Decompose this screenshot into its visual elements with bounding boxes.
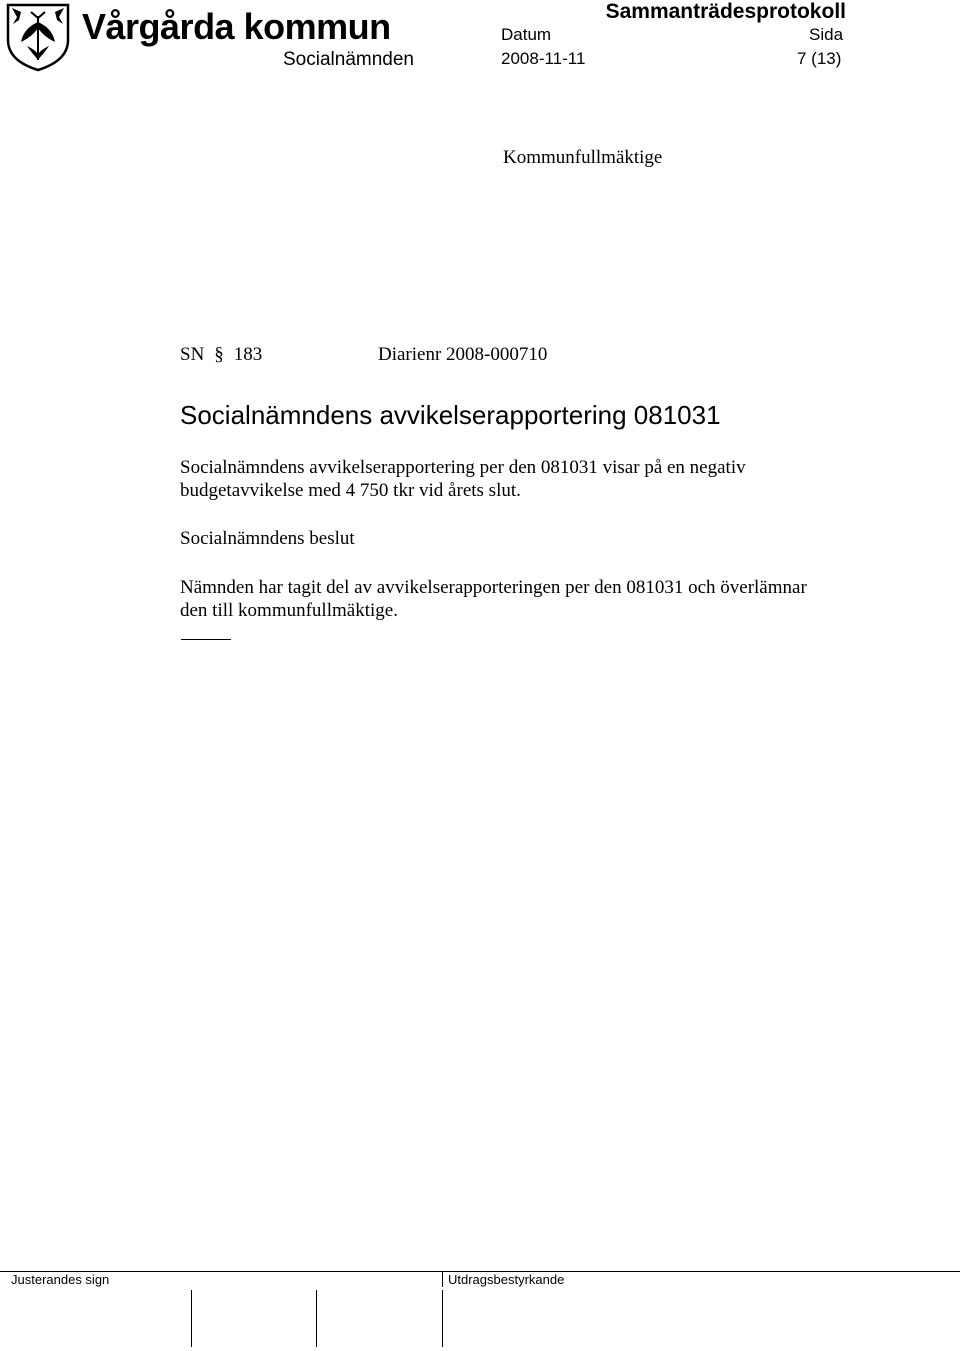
page-label: Sida [809, 25, 844, 44]
footer-separator [442, 1271, 443, 1287]
committee-name: Socialnämnden [283, 49, 414, 70]
case-number: 183 [233, 344, 263, 365]
municipality-logo-text: Vårgårda kommun [82, 6, 391, 47]
date-label: Datum [501, 25, 552, 44]
section-end-rule [181, 639, 231, 640]
adjuster-signature-label: Justerandes sign [11, 1272, 110, 1287]
recipient: Kommunfullmäktige [503, 147, 663, 168]
signature-box-divider [191, 1290, 192, 1347]
signature-box-divider [442, 1290, 443, 1347]
summary-paragraph: Socialnämndens avvikelserapportering per den 081031 visar på en negativ budgetavvikelse med 4 750 tkr vid årets slut. [180, 457, 746, 501]
section-symbol: § [214, 344, 224, 365]
case-prefix: SN [180, 344, 205, 365]
decision-paragraph: Nämnden har tagit del av avvikelserapporteringen per den 081031 och överlämnar den till kommunfullmäktige. [180, 577, 807, 621]
document-type: Sammanträdesprotokoll [605, 0, 846, 23]
page-title: Socialnämndens avvikelserapportering 081031 [180, 400, 721, 430]
decision-heading: Socialnämndens beslut [180, 528, 355, 549]
extract-certification-label: Utdragsbestyrkande [448, 1272, 565, 1287]
date-value: 2008-11-11 [501, 49, 586, 68]
diary-number: Diarienr 2008-000710 [378, 344, 548, 365]
page-number: 7 (13) [797, 49, 842, 68]
case-reference [180, 343, 262, 366]
vargarda-coat-of-arms-icon [5, 2, 71, 72]
signature-box-divider [316, 1290, 317, 1347]
